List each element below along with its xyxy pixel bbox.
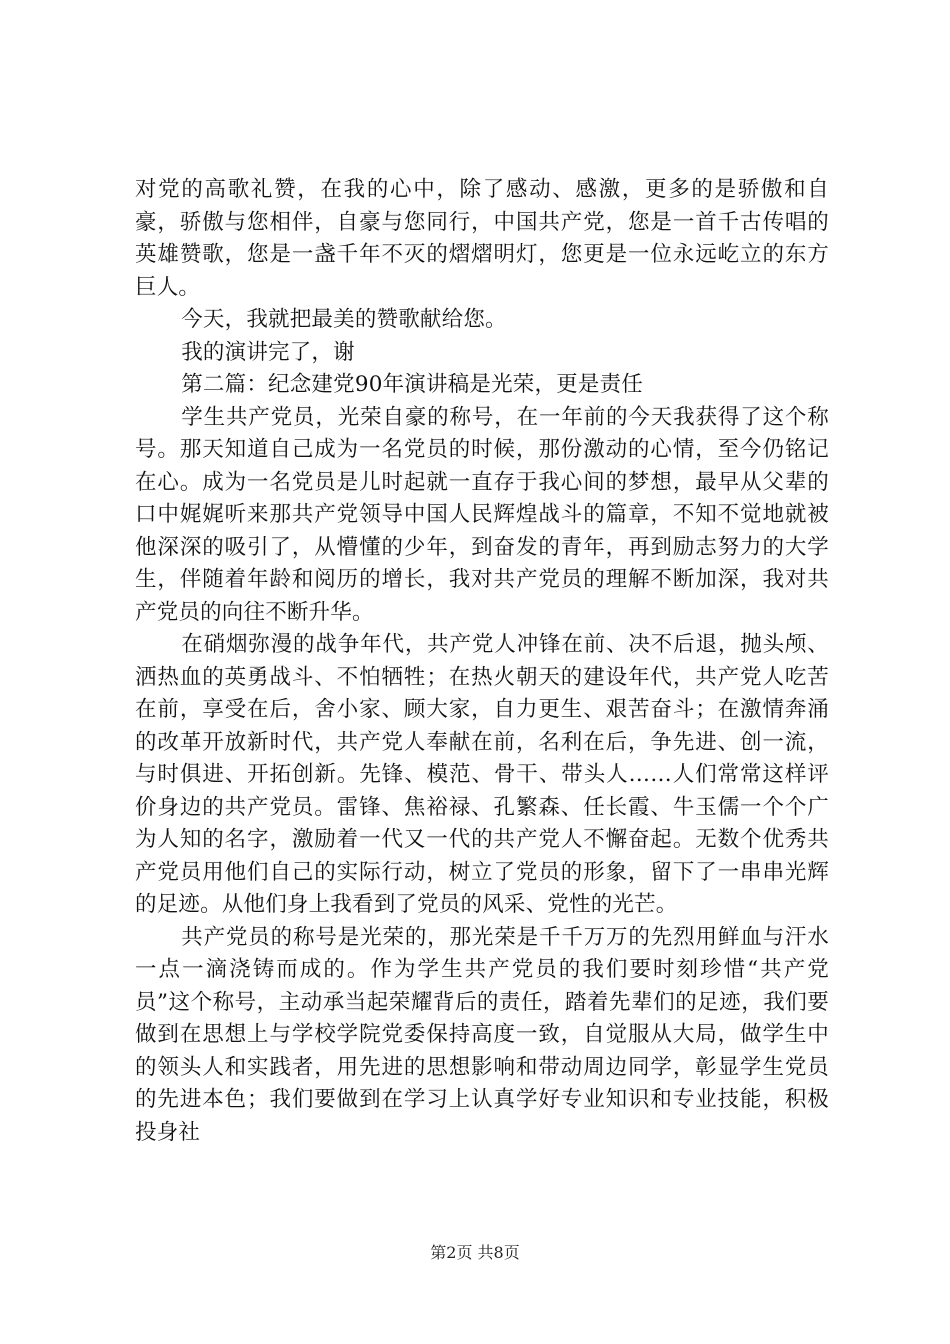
section-heading-part-two: 第二篇：纪念建党90年演讲稿是光荣，更是责任 [181,372,643,397]
page-number-footer: 第2页 共8页 [430,1243,520,1262]
paragraph-closing: 我的演讲完了，谢 [181,339,355,365]
paragraph-honor-responsibility: 共产党员的称号是光荣的，那光荣是千千万万的先烈用鲜血与汗水一点一滴浇铸而成的。作为学生共产党员的我们要时刻珍惜“共产党员”这个称号，主动承当起荣耀背后的责任，踏着先辈们的足迹，我们要做到在思想上与学校学院党委保持高度一致，自觉服从大局，做学生中的领头人和实践者，用先进的思想影响和带动周边同学，彰显学生党员的先进本色；我们要做到在学习上认真学好专业知识和专业技能，积极投身社 [135,924,829,1145]
document-body [135,174,829,1149]
paragraph-continued-praise: 对党的高歌礼赞，在我的心中，除了感动、感激，更多的是骄傲和自豪，骄傲与您相伴，自豪与您同行，中国共产党，您是一首千古传唱的英雄赞歌，您是一盏千年不灭的熠熠明灯，您更是一位永远屹立的东方巨人。 [135,177,829,300]
paragraph-student-member: 学生共产党员，光荣自豪的称号，在一年前的今天我获得了这个称号。那天知道自己成为一名党员的时候，那份激动的心情，至今仍铭记在心。成为一名党员是儿时起就一直存于我心间的梦想，最早从父辈的口中娓娓听来那共产党领导中国人民辉煌战斗的篇章，不知不觉地就被他深深的吸引了，从懵懂的少年，到奋发的青年，再到励志努力的大学生，伴随着年龄和阅历的增长，我对共产党员的理解不断加深，我对共产党员的向往不断升华。 [135,404,829,625]
paragraph-dedication: 今天，我就把最美的赞歌献给您。 [181,307,507,332]
paragraph-eras: 在硝烟弥漫的战争年代，共产党人冲锋在前、决不后退，抛头颅、洒热血的英勇战斗、不怕牺牲；在热火朝天的建设年代，共产党人吃苦在前，享受在后，舍小家、顾大家，自力更生、艰苦奋斗；在激情奔涌的改革开放新时代，共产党人奉献在前，名利在后，争先进、创一流，与时俱进、开拓创新。先锋、模范、骨干、带头人……人们常常这样评价身边的共产党员。雷锋、焦裕禄、孔繁森、任长霞、牛玉儒一个个广为人知的名字，激励着一代又一代的共产党人不懈奋起。无数个优秀共产党员用他们自己的实际行动，树立了党员的形象，留下了一串串光辉的足迹。从他们身上我看到了党员的风采、党性的光芒。 [135,632,829,917]
